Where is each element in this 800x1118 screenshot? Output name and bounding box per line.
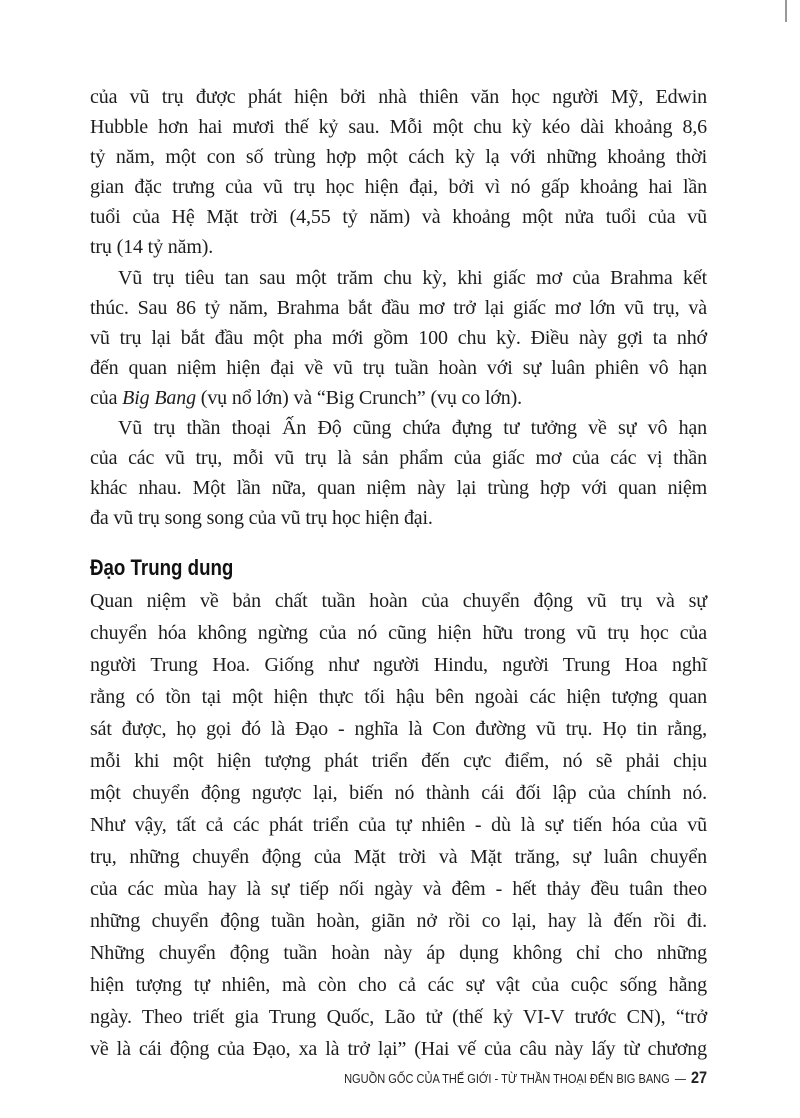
text-line: hiện tượng tự nhiên, mà còn cho cả các sự vật của cuộc sống hằng <box>90 974 707 996</box>
text-line: sát được, họ gọi đó là Đạo - nghĩa là Con đường vũ trụ. Họ tin rằng, <box>90 718 707 740</box>
text-line: đến quan niệm hiện đại về vũ trụ tuần hoàn với sự luân phiên vô hạn <box>90 356 707 379</box>
section-2-text <box>90 585 707 1065</box>
text-line: một chuyển động ngược lại, biến nó thành cái đối lập của chính nó. <box>90 782 707 804</box>
text-line: của các mùa hay là sự tiếp nối ngày và đêm - hết thảy đều tuân theo <box>90 878 707 900</box>
text-line: tỷ năm, một con số trùng hợp một cách kỳ lạ với những khoảng thời <box>90 146 707 169</box>
text-span: (vụ nổ lớn) và “Big Crunch” (vụ co lớn). <box>195 386 522 409</box>
section-heading: Đạo Trung dung <box>90 555 234 580</box>
text-line: vũ trụ lại bắt đầu một pha mới gồm 100 chu kỳ. Điều này gợi ta nhớ <box>90 326 707 349</box>
text-line: ngày. Theo triết gia Trung Quốc, Lão tử (thế kỷ VI-V trước CN), “trở <box>90 1006 707 1028</box>
text-line: đa vũ trụ song song của vũ trụ học hiện đại. <box>90 507 433 530</box>
text-line: người Trung Hoa. Giống như người Hindu, người Trung Hoa nghĩ <box>90 654 707 676</box>
text-line: trụ, những chuyển động của Mặt trời và Mặt trăng, sự luân chuyển <box>90 846 707 868</box>
text-line: Quan niệm về bản chất tuần hoàn của chuyển động vũ trụ và sự <box>90 590 707 612</box>
section-1-text <box>90 82 707 533</box>
text-line: rằng có tồn tại một hiện thực tối hậu bên ngoài các hiện tượng quan <box>90 686 707 708</box>
page-corner-mark <box>785 0 787 22</box>
text-line: của vũ trụ được phát hiện bởi nhà thiên văn học người Mỹ, Edwin <box>90 86 707 108</box>
text-line: về là cái động của Đạo, xa là trở lại” (Hai vế của câu này lấy từ chương <box>90 1038 707 1060</box>
text-line-big-bang <box>90 383 707 413</box>
text-line: thúc. Sau 86 tỷ năm, Brahma bắt đầu mơ trở lại giấc mơ lớn vũ trụ, và <box>90 296 707 319</box>
page-number: 27 <box>690 1068 707 1087</box>
page-footer <box>344 1068 707 1088</box>
text-line: mỗi khi một hiện tượng phát triển đến cực điểm, nó sẽ phải chịu <box>90 750 707 772</box>
text-line: những chuyển động tuần hoàn, giãn nở rồi co lại, hay là đến rồi đi. <box>90 910 707 932</box>
text-line: gian đặc trưng của vũ trụ học hiện đại, bởi vì nó gấp khoảng hai lần <box>90 176 707 199</box>
text-line: khác nhau. Một lần nữa, quan niệm này lại trùng hợp với quan niệm <box>90 477 707 500</box>
text-line: chuyển hóa không ngừng của nó cũng hiện hữu trong vũ trụ học của <box>90 622 707 644</box>
text-line: Vũ trụ tiêu tan sau một trăm chu kỳ, khi giấc mơ của Brahma kết <box>118 266 707 289</box>
text-line: Hubble hơn hai mươi thế kỷ sau. Mỗi một chu kỳ kéo dài khoảng 8,6 <box>90 116 707 139</box>
text-span: của <box>90 386 123 409</box>
running-title: NGUỒN GỐC CỦA THẾ GIỚI - TỪ THẦN THOẠI ĐẾN BIG BANG <box>343 1071 670 1086</box>
footer-dash: — <box>674 1071 686 1086</box>
text-line: Những chuyển động tuần hoàn này áp dụng không chỉ cho những <box>90 942 707 964</box>
text-line: Như vậy, tất cả các phát triển của tự nhiên - dù là sự tiến hóa của vũ <box>90 814 707 836</box>
text-line: tuổi của Hệ Mặt trời (4,55 tỷ năm) và khoảng một nửa tuổi của vũ <box>90 206 707 229</box>
text-line: trụ (14 tỷ năm). <box>90 236 214 259</box>
text-line: Vũ trụ thần thoại Ấn Độ cũng chứa đựng tư tưởng về sự vô hạn <box>118 417 707 440</box>
italic-term-big-bang: Big Bang <box>122 386 196 409</box>
text-line: của các vũ trụ, mỗi vũ trụ là sản phẩm của giấc mơ của các vị thần <box>90 447 707 470</box>
